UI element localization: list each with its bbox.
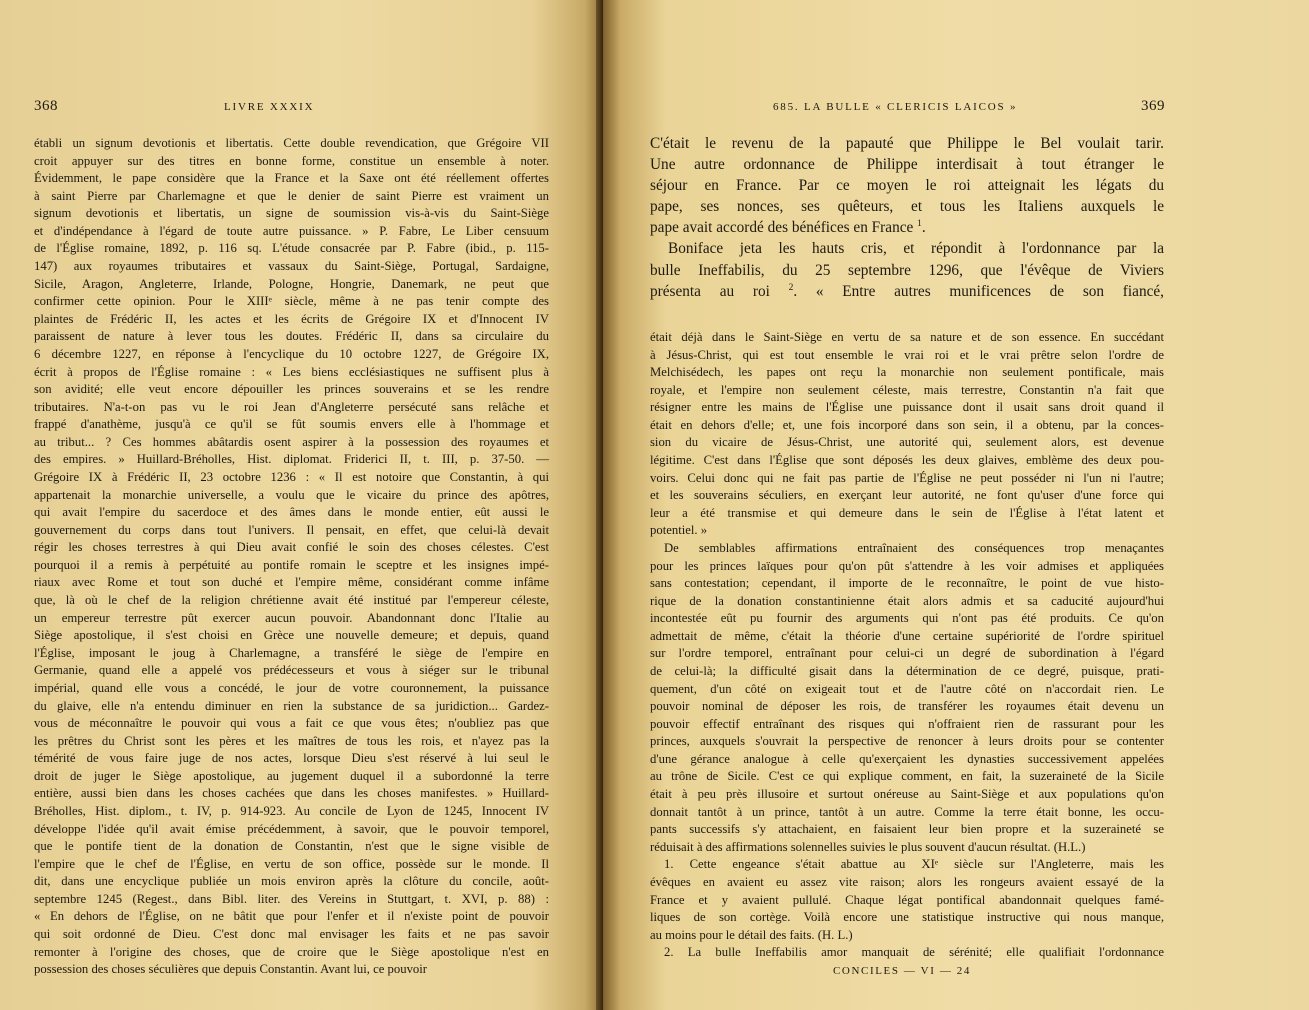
page-number-left: 368 bbox=[34, 98, 58, 114]
text-line: paraissent de nature à lever tous les doutes. Frédéric II, dans sa circulaire du bbox=[34, 329, 549, 344]
note-line: pouvoir effectif entraînant des risques qui n'offraient rien de rassurant pour les bbox=[650, 716, 1164, 731]
main-line: C'était le revenu de la papauté que Philippe le Bel voulait tarir. bbox=[650, 135, 1164, 152]
left-running-head bbox=[34, 98, 549, 120]
text-line: vous de méconnaître le pouvoir qui vous a fait ce que vous êtes; n'oubliez pas que bbox=[34, 716, 549, 731]
text-line: l'empire que le chef de l'Église, en vertu de son office, possède sur le monde. Il bbox=[34, 856, 549, 871]
text-line: septembre 1245 (Regest., dans Bibl. liter. des Vereins in Stuttgart, t. XVI, p. 88) : bbox=[34, 891, 549, 906]
text-line: Siège apostolique, il s'est choisi en Grèce une nouvelle demeure; et depuis, quand bbox=[34, 628, 549, 643]
text-line: dit, dans une encyclique publiée un mois environ après la clôture du concile, août- bbox=[34, 874, 549, 889]
note-line: évêques en avaient eu assez vite raison; alors les rongeurs avaient essayé de la bbox=[650, 874, 1164, 889]
note-line: d'une gérance analogue à celle qu'exerçaient les dynasties successivement appelées bbox=[650, 751, 1164, 766]
text-line: l'Église, imposant le joug à Charlemagne, a transféré le siège de l'empire en bbox=[34, 645, 549, 660]
text-line: et d'indépendance à l'égard de toute autre puissance. » P. Fabre, Le Liber censuum bbox=[34, 223, 549, 238]
note-line: au trône de Sicile. C'est ce qui explique comment, en fait, la suzeraineté de la Sicile bbox=[650, 769, 1164, 784]
text-line: qui avait l'empire du sacerdoce et des âmes dans le monde entier, eût aussi le bbox=[34, 505, 549, 520]
text-line: établi un signum devotionis et libertatis. Cette double revendication, que Grégoire VII bbox=[34, 136, 549, 150]
text-line: tributaires. N'a-t-on pas vu le roi Jean d'Angleterre persécuté sans relâche et bbox=[34, 399, 549, 414]
note-line: était déjà dans le Saint-Siège en vertu de sa nature et de son essence. En succédant bbox=[650, 330, 1164, 344]
text-line: régir les choses terrestres à qui Dieu avait confié le soin des choses célestes. C'est bbox=[34, 540, 549, 555]
note-line: au moins pour le détail des faits. (H. L.) bbox=[650, 927, 853, 942]
right-footnote-text bbox=[650, 329, 1164, 962]
main-line: séjour en France. Par ce moyen le roi atteignait les légats du bbox=[650, 177, 1164, 195]
note-line: royale, et l'empire non seulement céleste, mais terrestre, Constantin n'a fait que bbox=[650, 382, 1164, 397]
text-line: que, là où le chef de la religion chrétienne avait été institué par l'empereur céleste, bbox=[34, 593, 549, 608]
note-line: à Jésus-Christ, qui est tout ensemble le vrai roi et le vrai prêtre selon l'ordre de bbox=[650, 347, 1164, 362]
note-line: voirs. Celui donc qui ne fait pas partie de l'Église ne peut posséder ni l'un ni l'autre; bbox=[650, 470, 1164, 485]
main-line: Une autre ordonnance de Philippe interdisait à tout étranger le bbox=[650, 156, 1164, 174]
note-line: pouvoir nominal de déposer les rois, de transférer les royaumes était devenu un bbox=[650, 699, 1164, 714]
text-line: 147) aux royaumes tributaires et vassaux du Saint-Siège, Portugal, Sardaigne, bbox=[34, 259, 549, 274]
right-page bbox=[603, 0, 1309, 1010]
note-line: potentiel. » bbox=[650, 523, 708, 538]
text-line: qui soit ordonné de Dieu. C'est donc mal envisager les faits et ne pas savoir bbox=[34, 927, 549, 942]
text-line: riaux avec Rome et tout son duché et l'empire même, considérant comme infâme bbox=[34, 575, 549, 590]
text-line: au tribut... ? Ces hommes abâtardis osent aspirer à la possession des royaumes et bbox=[34, 434, 549, 449]
main-line: Boniface jeta les hauts cris, et répondit à l'ordonnance par la bbox=[668, 240, 1164, 258]
main-line-text: « Entre autres munificences de son fiancé, bbox=[815, 282, 1164, 300]
note-line: sion du vicaire de Jésus-Christ, une autorité qui, seulement alors, est devenue bbox=[650, 435, 1164, 450]
text-line: à saint Pierre par Charlemagne et que le denier de saint Pierre est vraiment un bbox=[34, 188, 549, 203]
text-line: gouvernement du corps dans tout l'univers. Il pensait, en effet, que celui-là devait bbox=[34, 522, 549, 537]
note-line: incontestée eût pu fournir des arguments qui n'ont pas été produits. Ce qu'on bbox=[650, 611, 1164, 626]
note-line: de celui-là; la difficulté gisait dans la détermination de ce degré, puisque, prati- bbox=[650, 663, 1164, 678]
note-line: était en dehors d'elle; et, une fois incorporé dans son sein, il a obtenu, par la conces- bbox=[650, 417, 1164, 432]
note-line: sans contestation; cependant, il importe de le reconnaître, le point de vue histo- bbox=[650, 576, 1164, 591]
page-number-right: 369 bbox=[1141, 98, 1165, 114]
main-text bbox=[650, 133, 1164, 302]
note-ref: 1 bbox=[917, 219, 922, 230]
note-line: princes, auxquels s'ouvrait la perspective de renoncer à leurs droits pour se contenter bbox=[650, 734, 1164, 749]
footnote-1: 1. Cette engeance s'était abattue au XIᵉ siècle sur l'Angleterre, mais les bbox=[664, 857, 1164, 872]
running-title-right: 685. LA BULLE « CLERICIS LAICOS » bbox=[773, 101, 1018, 113]
main-line: bulle Ineffabilis, du 25 septembre 1296, que l'évêque de Viviers bbox=[650, 261, 1164, 279]
note-ref: 2 bbox=[788, 282, 794, 293]
text-line: « En dehors de l'Église, on ne bâtit que pour l'enfer et il n'existe point de pouvoir bbox=[34, 909, 549, 924]
note-line: admettait de même, c'était la théorie d'une certaine supériorité de l'ordre spirituel bbox=[650, 628, 1164, 643]
text-line: 6 décembre 1227, en réponse à l'encyclique du 10 octobre 1227, de Grégoire IX, bbox=[34, 346, 549, 361]
text-line: appartenait la monarchie universelle, a voulu que le vicaire du prince des apôtres, bbox=[34, 487, 549, 502]
text-line: que le pontife tient de la donation de Constantin, n'est que le signe visible de bbox=[34, 839, 549, 854]
running-title-left: LIVRE XXXIX bbox=[224, 101, 315, 113]
text-line: pourquoi il a remis à perpétuité au pontife romain le sceptre et les insignes impé- bbox=[34, 557, 549, 572]
note-line: pour les princes laïques pour qu'on pût s'attendre à les voir admises et appliquées bbox=[650, 558, 1164, 573]
note-line: Melchisédech, les papes ont reçu la monarchie non seulement pontificale, mais bbox=[650, 365, 1164, 380]
left-page bbox=[0, 0, 603, 1010]
main-line-text: présenta au roi bbox=[650, 282, 770, 300]
note-line: réduisait à des affirmations solennelles suivies le plus souvent d'aucun résultat. (H.L.) bbox=[650, 839, 1086, 854]
note-line: quement, d'un côté on exigeait tout et de l'autre côté on n'accordait rien. Le bbox=[650, 681, 1164, 696]
text-line: remonter à l'origine des choses, que de croire que le Siège apostolique n'est en bbox=[34, 944, 549, 959]
text-line: signum devotionis et libertatis, un signe de soumission vis-à-vis du Saint-Siège bbox=[34, 206, 549, 221]
text-line: les prêtres du Christ sont les pères et les maîtres de tous les rois, et n'ayez pas la bbox=[34, 733, 549, 748]
note-line: légitime. C'est dans l'Église que sont déposés les deux glaives, emblème des deux pou- bbox=[650, 453, 1164, 468]
text-line: droit de juger le Siège apostolique, au jugement duquel il a subordonné la terre bbox=[34, 768, 549, 783]
footnote-2: 2. La bulle Ineffabilis amor manquait de sérénité; elle qualifiait l'ordonnance bbox=[664, 945, 1164, 960]
text-line: croit appuyer sur des titres en bonne forme, constitue un ensemble à noter. bbox=[34, 153, 549, 168]
text-line: Germanie, quand elle a appelé vos prédécesseurs et vous à siéger sur le tribunal bbox=[34, 663, 549, 678]
text-line: confirmer cette opinion. Pour le XIIIᵉ siècle, même à ne pas tenir compte des bbox=[34, 294, 549, 309]
main-line: pape, ses nonces, ses quêteurs, et tous les Italiens auxquels le bbox=[650, 198, 1164, 216]
main-line: pape avait accordé des bénéfices en France $^1$. bbox=[650, 219, 926, 237]
text-line: Bréholles, Hist. diplom., t. IV, p. 914-923. Au concile de Lyon de 1245, Innocent IV bbox=[34, 803, 549, 818]
note-line: sur l'ordre temporel, entraînant pour celui-ci un degré de subordination à l'égard bbox=[650, 646, 1164, 661]
text-line: écrit à propos de l'Église romaine : « Les biens ecclésiastiques ne suffisent plus à bbox=[34, 364, 549, 379]
right-running-head bbox=[647, 98, 1165, 120]
note-line: De semblables affirmations entraînaient des conséquences trop menaçantes bbox=[664, 540, 1164, 555]
text-line: son avidité; elle veut encore dépouiller les princes souverains et se les rendre bbox=[34, 382, 549, 397]
text-line: frappé d'anathème, jusqu'à ce qu'il se fût soumis envers elle à l'hommage et bbox=[34, 417, 549, 432]
note-line: et les souverains séculiers, en exerçant leur autorité, ne font qu'user d'une force qui bbox=[650, 488, 1164, 503]
text-line: du glaive, elle n'a entendu diminuer en rien la substance de sa juridiction... Gardez- bbox=[34, 698, 549, 713]
text-line: impérial, quand elle vous a concédé, le jour de votre couronnement, la puissance bbox=[34, 680, 549, 695]
text-line: entière, aussi bien dans les choses cachées que dans les choses manifestes. » Huillard- bbox=[34, 786, 549, 801]
note-line: résigner entre les mains de l'Église une puissance dont il usait sans droit quand il bbox=[650, 400, 1164, 415]
main-line: présenta au roi $^2$. « Entre autres munificences de son fiancé, bbox=[650, 282, 1164, 300]
text-line: des empires. » Huillard-Bréholles, Hist. diplomat. Friderici II, t. III, p. 37-50. — bbox=[34, 452, 549, 467]
text-line: témérité de vous faire juge de nos actes, lorsque Dieu s'est réservé à lui seul le bbox=[34, 751, 549, 766]
note-line: rique de la donation constantinienne était alors admis et sa caducité aujourd'hui bbox=[650, 593, 1164, 608]
note-line: donnait tantôt à un prince, tantôt à un autre. Comme la terre était bonne, les occu- bbox=[650, 804, 1164, 819]
text-line: plaintes de Frédéric II, les actes et les écrits de Grégoire IX et d'Innocent IV bbox=[34, 311, 549, 326]
note-line: pants successifs s'y attachaient, en faisaient leur bien propre et la suzeraineté se bbox=[650, 822, 1164, 837]
text-line: Sicile, Aragon, Angleterre, Irlande, Pologne, Hongrie, Danemark, ne peut que bbox=[34, 276, 549, 291]
text-line: Grégoire IX à Frédéric II, 23 octobre 1236 : « Il est notoire que Constantin, à qui bbox=[34, 469, 549, 484]
left-footnote-text bbox=[34, 135, 549, 979]
text-line: Évidemment, le pape considère que la France et la Saxe ont été réellement offertes bbox=[34, 171, 549, 186]
text-line: possession des choses séculières que depuis Constantin. Avant lui, ce pouvoir bbox=[34, 962, 428, 977]
text-line: un empereur terrestre pût exercer aucun pouvoir. Abandonnant donc l'Italie au bbox=[34, 610, 549, 625]
note-line: liques de son cortège. Voilà encore une statistique instructive qui nous manque, bbox=[650, 910, 1164, 925]
note-line: France et y avaient pullulé. Chaque légat pontifical abandonnait quelques famé- bbox=[650, 892, 1164, 907]
text-line: développe l'idée qu'il avait émise précédemment, à savoir, que le pouvoir temporel, bbox=[34, 821, 549, 836]
signature-mark: CONCILES — VI — 24 bbox=[833, 965, 971, 977]
main-line-text: pape avait accordé des bénéfices en France bbox=[650, 219, 914, 237]
note-line: était à peu près illusoire et surtout onéreuse au Saint-Siège et aux populations qu'on bbox=[650, 787, 1164, 802]
text-line: de l'Église romaine, 1892, p. 116 sq. L'étude consacrée par P. Fabre (ibid., p. 115- bbox=[34, 241, 549, 256]
note-line: leur a été transmise et qui demeure dans le sein de l'Église à l'état latent et bbox=[650, 505, 1164, 520]
